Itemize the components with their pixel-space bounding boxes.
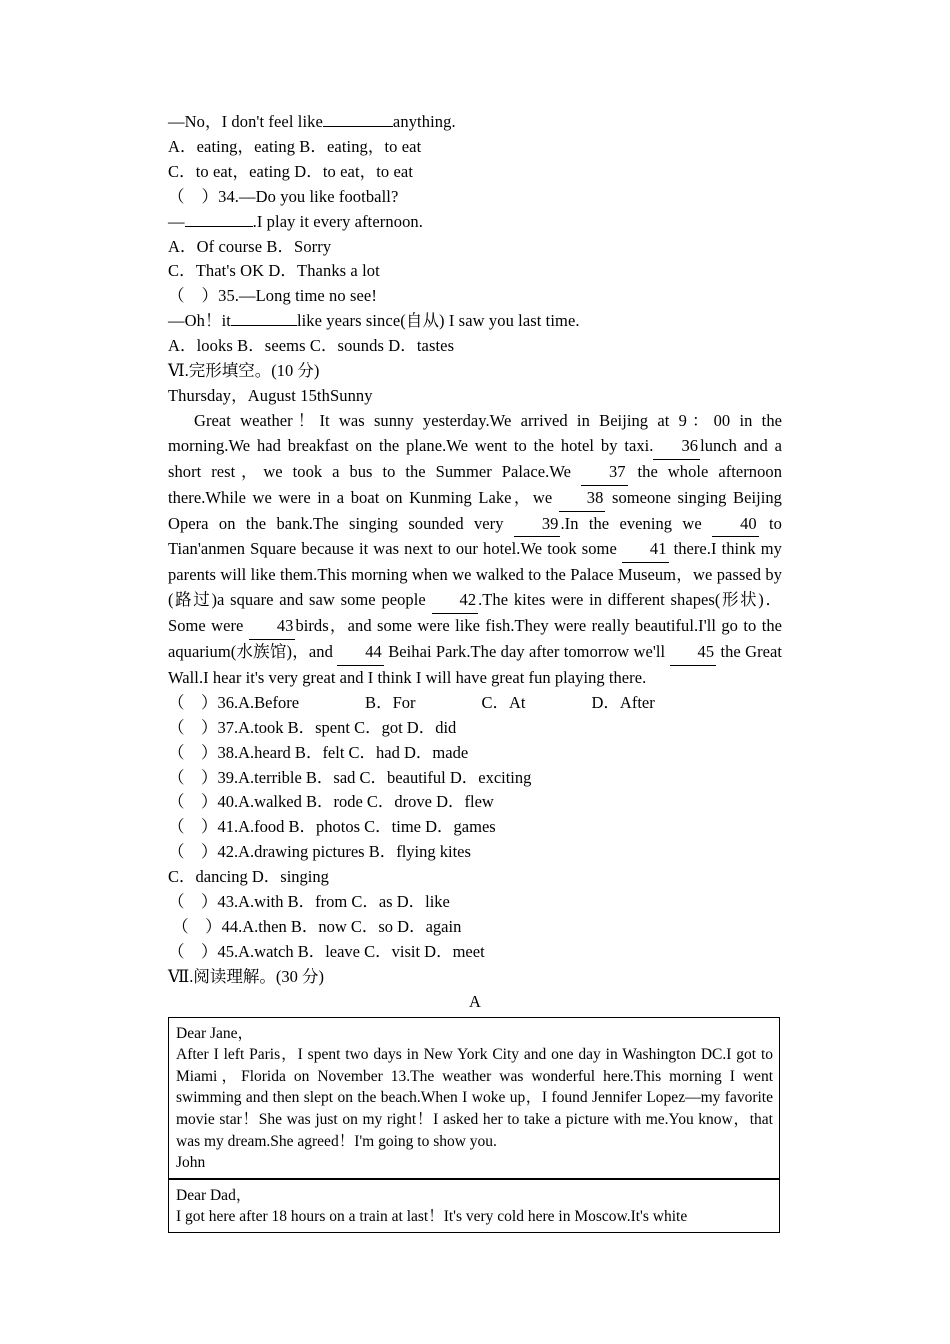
cloze-text-2: lunch and a short rest，we took a bus to the Summer Palace.We [168, 435, 782, 481]
letter-salutation: Dear Jane， [176, 1024, 254, 1042]
cloze-option-row-38: （ ）38.A.heard B．felt C．had D．made [168, 742, 469, 762]
cloze-text-11: the Great Wall.I hear it's very great and I think I will have great fun playing there. [168, 642, 783, 687]
section-vii-heading: Ⅶ.阅读理解。(30 分) [168, 966, 325, 986]
cloze-option-row-44: （ ）44.A.then B．now C．so D．again [168, 917, 462, 936]
letter-signature: John [176, 1154, 206, 1172]
diary-header: Thursday，August 15thSunny [168, 385, 373, 405]
cloze-blank-42: 42 [432, 588, 479, 614]
cloze-text-5: .In the evening we [560, 513, 702, 533]
cloze-option-row-45: （ ）45.A.watch B．leave C．visit D．meet [168, 941, 485, 961]
cloze-text-6: to Tian'anmen Square because it was next to our hotel.We took some [168, 513, 782, 559]
letter-card-dad [168, 1179, 780, 1233]
cloze-option-row-42-cont: C．dancing D．singing [168, 867, 329, 887]
cloze-blank-40: 40 [712, 512, 759, 538]
question-33-stem-tail: anything. [392, 112, 456, 131]
cloze-blank-38: 38 [559, 486, 606, 512]
cloze-blank-43: 43 [249, 614, 296, 640]
section-vi-heading: Ⅵ.完形填空。(10 分) [168, 361, 320, 381]
cloze-text-9: birds，and some were like fish.They were really beautiful.I'll go to the aquarium(水族馆)，and [168, 616, 782, 662]
question-34-options-row-1: A．Of course B．Sorry [168, 236, 332, 256]
cloze-blank-39: 39 [514, 512, 561, 538]
question-33-stem [168, 110, 782, 135]
reading-passage-label-a: A [469, 991, 481, 1011]
cloze-blank-45: 45 [670, 640, 717, 666]
letter-card-john [168, 1017, 780, 1179]
cloze-blank-44: 44 [337, 640, 384, 666]
question-34-stem: （ ）34.—Do you like football? [168, 186, 399, 206]
cloze-option-row-40: （ ）40.A.walked B．rode C．drove D．flew [168, 792, 494, 812]
cloze-text-7: there.I think my parents will like them.This morning when we walked to the Palace Museum，we passed by (路过)a square and saw some people [168, 539, 782, 610]
answer-blank [231, 325, 297, 326]
cloze-option-row-37: （ ）37.A.took B．spent C．got D．did [168, 717, 457, 737]
question-34-options-row-2: C．That's OK D．Thanks a lot [168, 261, 380, 281]
cloze-text-8: .The kites were in different shapes(形状)．Some were [168, 590, 782, 636]
cloze-text-4: someone singing Beijing Opera on the bank.The singing sounded very [168, 487, 782, 533]
page-content [168, 110, 782, 1233]
cloze-passage [168, 409, 782, 691]
cloze-option-row-41: （ ）41.A.food B．photos C．time D．games [168, 817, 496, 837]
question-33-stem-text: —No，I don't feel like [168, 112, 323, 131]
question-35-options-row-1: A．looks B．seems C．sounds D．tastes [168, 336, 455, 356]
cloze-option-row-43: （ ）43.A.with B．from C．as D．like [168, 892, 450, 912]
cloze-option-row-42: （ ）42.A.drawing pictures B．flying kites [168, 842, 471, 862]
cloze-blank-41: 41 [622, 537, 669, 563]
question-35-reply-head: —Oh！it [168, 311, 231, 331]
cloze-text-1: Great weather！It was sunny yesterday.We arrived in Beijing at 9：00 in the morning.We had breakfast on the plane.We went to the hotel by taxi. [168, 410, 782, 455]
question-33-options-row-1: A．eating，eating B．eating，to eat [168, 136, 422, 156]
question-34-reply [168, 210, 782, 235]
question-35-reply-tail: like years since(自从) I saw you last time. [296, 311, 580, 331]
question-35-stem: （ ）35.—Long time no see! [168, 286, 377, 306]
question-35-reply [168, 309, 782, 334]
letter-salutation: Dear Dad， [176, 1186, 252, 1204]
letter-body: After I left Paris，I spent two days in New York City and one day in Washington DC.I got to Miami，Florida on November 13.The weather was wonderful here.This morning I went swimming and then slept on the beach.When I woke up，I found Jennifer Lopez—my favorite movie star！She was just on my right！I asked her to take a picture with me.You know，that was my dream.She agreed！I'm going to show you. [176, 1046, 773, 1150]
question-34-reply-tail: .I play it every afternoon. [252, 211, 423, 231]
answer-blank [323, 126, 393, 127]
question-34-reply-head: — [168, 211, 185, 231]
letter-body: I got here after 18 hours on a train at last！It's very cold here in Moscow.It's white [176, 1208, 688, 1226]
cloze-option-row-36: （ ）36.A.Before B．For C．At D．After [168, 692, 655, 712]
answer-blank [185, 226, 253, 227]
cloze-option-row-39: （ ）39.A.terrible B．sad C．beautiful D．exciting [168, 767, 532, 787]
cloze-blank-36: 36 [653, 434, 700, 460]
cloze-text-10: Beihai Park.The day after tomorrow we'll [388, 642, 666, 662]
cloze-blank-37: 37 [581, 460, 628, 486]
cloze-text-3: the whole afternoon there.While we were in a boat on Kunming Lake，we [168, 461, 783, 507]
question-33-options-row-2: C．to eat，eating D．to eat，to eat [168, 161, 414, 181]
